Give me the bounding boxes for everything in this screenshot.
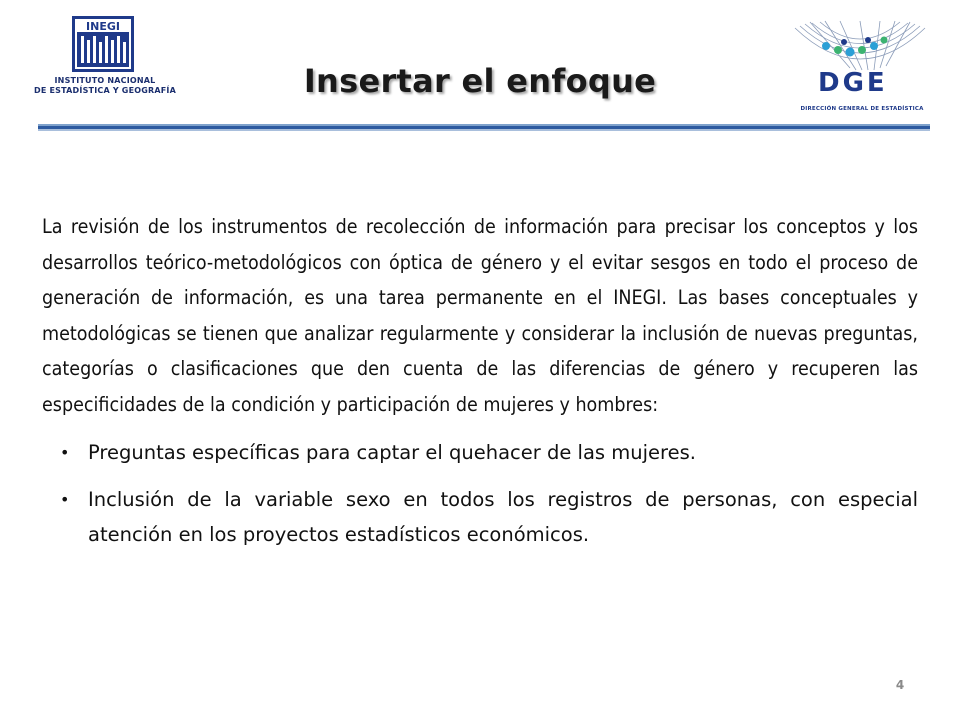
inegi-mark-text: INEGI — [86, 20, 120, 33]
bullet-list — [42, 435, 918, 553]
header-divider — [38, 124, 930, 133]
dge-letters: DGE — [818, 68, 888, 98]
list-item — [42, 435, 918, 471]
bullet-icon: • — [60, 489, 70, 509]
bullet-text: Preguntas específicas para captar el quehacer de las mujeres. — [88, 441, 696, 464]
bullet-text: Inclusión de la variable sexo en todos los registros de personas, con especial atención en los proyectos estadísticos económicos. — [88, 487, 918, 546]
page-number: 4 — [895, 678, 905, 692]
bullet-icon: • — [60, 443, 70, 462]
page-title: Insertar el enfoque — [303, 62, 657, 100]
body-paragraph: La revisión de los instrumentos de recolección de información para precisar los conceptos y los desarrollos teórico-metodológicos con óptica de género y el evitar sesgos en todo el proceso de generación de información, es una tarea permanente en el INEGI. Las bases conceptuales y metodológicas se tienen que analizar regularmente y considerar la inclusión de nuevas preguntas, categorías o clasificaciones que den cuenta de las diferencias de género y recuperen las especificidades de la condición y participación de mujeres y hombres: — [42, 215, 918, 416]
list-item — [42, 482, 918, 553]
inegi-line2: DE ESTADÍSTICA Y GEOGRAFÍA — [34, 86, 176, 95]
dge-subtitle: DIRECCIÓN GENERAL DE ESTADÍSTICA — [800, 106, 924, 112]
header-divider-bottom — [38, 129, 930, 131]
body-content — [42, 209, 918, 553]
inegi-line1: INSTITUTO NACIONAL — [54, 76, 156, 85]
